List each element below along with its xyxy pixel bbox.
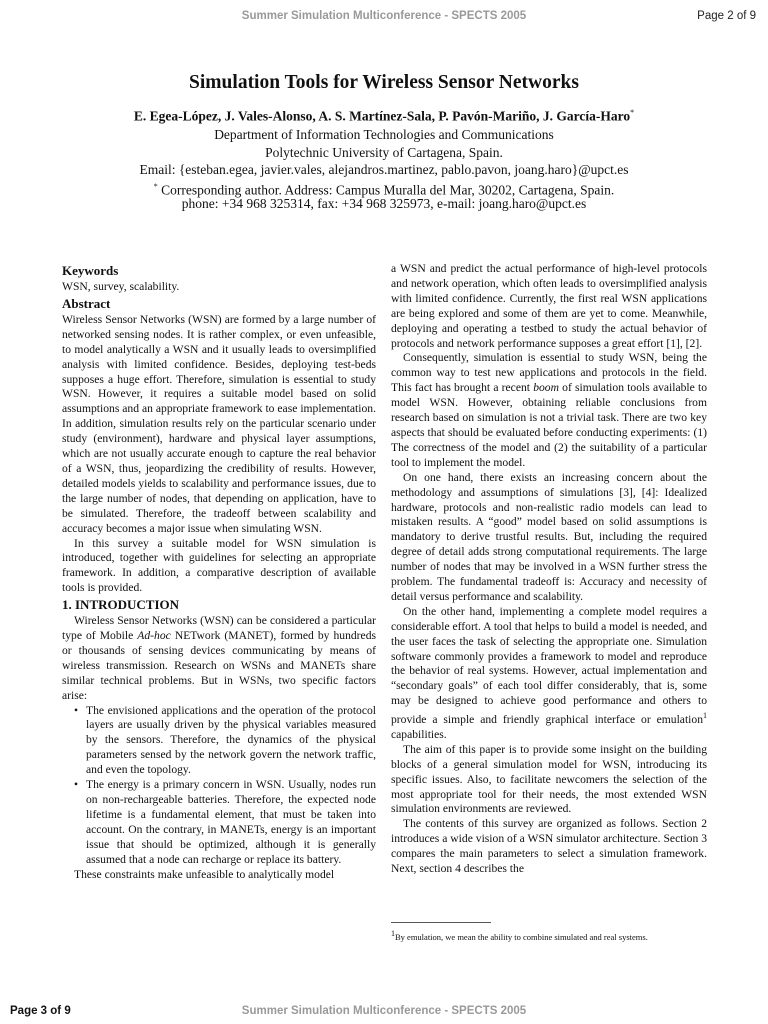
intro-p1-text-a: Wireless Sensor Networks (WSN) can be considered a particular type of Mobile (62, 614, 376, 643)
footnote-rule (391, 922, 491, 923)
right-column (391, 262, 707, 877)
abstract-paragraph-1: Wireless Sensor Networks (WSN) are formed by a large number of networked sensing nodes. It is rather complex, or even unfeasible, to model analytically a WSN and it usually leads to oversimplified analysis with limited confidence. Besides, deploying test-beds supposes a huge effort. Therefore, simulation is essential to study WSN. However, it requires a suitable model based on solid assumptions and an appropriate framework to ease implementation. In addition, simulation results rely on the particular scenario under study (environment), hardware and physical layer assumptions, which are not usually accurate enough to capture the real behavior of a WSN, thus, jeopardizing the credibility of results. However, detailed models yields to scalability and performance issues, due to the large number of nodes, that depending on application, have to be simulated. Therefore, the tradeoff between scalability and accuracy becomes a major issue when simulating WSN. (62, 312, 376, 535)
affiliation-line-1: Department of Information Technologies and Communications (214, 127, 554, 142)
authors-text: E. Egea-López, J. Vales-Alonso, A. S. Martínez-Sala, P. Pavón-Mariño, J. García-Haro (133, 108, 631, 124)
right-paragraph-5: The contents of this survey are organized as follows. Section 2 introduces a wide vision of a WSN simulator architecture. Section 3 compares the main parameters to select a simulation framework. Next, section 4 describes the (391, 817, 707, 876)
left-column (62, 262, 376, 882)
affiliation-line-2: Polytechnic University of Cartagena, Spain. (265, 145, 503, 160)
author-list (0, 108, 768, 125)
right-p1-text-b: of simulation tools available to model WSN. However, obtaining reliable conclusions from research based on simulation is not a trivial task. There are two key aspects that should be evaluated before conducting experiments: (1) The correctness of the model and (2) the suitability of a particular tool to implement the model. (391, 381, 708, 469)
footnote (391, 928, 707, 943)
right-p1-italic: boom (533, 381, 559, 395)
right-p3-text-a: On the other hand, implementing a complete model requires a considerable effort. A tool that helps to build a model is needed, and the user faces the task of selecting the appropriate one. Simulation software commonly provides a framework to model and reproduce the behavior of real systems. However, actual implementation and “secondary goals” of each tool differ considerably, that is, some may be designed to achieve good performance and others to provide a simple and friendly graphical interface or emulation (391, 604, 707, 727)
page-number-top: Page 2 of 9 (697, 10, 756, 22)
footnote-mark: 1 (391, 929, 395, 938)
right-p3-text-b: capabilities. (391, 727, 447, 741)
corresponding-text: Corresponding author. Address: Campus Muralla del Mar, 30202, Cartagena, Spain. (161, 182, 615, 198)
paper-title: Simulation Tools for Wireless Sensor Networks (189, 72, 579, 93)
page-number-bottom: Page 3 of 9 (10, 1005, 71, 1017)
abstract-paragraph-2: In this survey a suitable model for WSN simulation is introduced, together with guidelines for selecting an appropriate framework. In addition, a comparative description of available tools is provided. (62, 536, 376, 595)
right-paragraph-3 (391, 605, 707, 743)
intro-p1-text-b: NETwork (MANET), formed by hundreds or thousands of sensing devices communicating by means of wireless transmission. Research on WSNs and MANETs share similar technical problems. But in WSNs, two specific factors arise: (62, 629, 376, 702)
right-paragraph-1 (391, 351, 707, 470)
right-paragraph-0: a WSN and predict the actual performance of high-level protocols and network operation, which often leads to oversimplified analysis with limited confidence. Currently, the first real WSN applications are being explored and some of them are yet to come. Meanwhile, deploying and operating a testbed to study the actual behavior of protocols and network performance supposes a great effort [1], [2]. (391, 262, 707, 350)
right-p1-text-a: Consequently, simulation is essential to study WSN, being the common way to test new applications and protocols in the field. This fact has brought a recent (391, 351, 707, 395)
corresponding-mark: * (630, 108, 635, 117)
email-line: Email: {esteban.egea, javier.vales, alejandros.martinez, pablo.pavon, joang.haro}@upct.es (139, 162, 629, 177)
intro-paragraph-1 (62, 614, 376, 703)
bullet-item: • The energy is a primary concern in WSN. Usually, nodes run on non-rechargeable batteries. Therefore, the expected node lifetime is a fundamental element, that must be taken into account. On the contrary, in MANETs, energy is an important issue that should be optimized, although it is generally assumed that a node can recharge or replace its battery. (86, 778, 376, 867)
introduction-heading: 1. INTRODUCTION (62, 597, 180, 613)
bullet-item: • The envisioned applications and the operation of the protocol layers are usually driven by the physical variables measured by the sensors. Therefore, the dynamics of the physical parameters sensed by the network govern the network traffic, and even the topology. (86, 704, 376, 779)
running-header-conference: Summer Simulation Multiconference - SPECTS 2005 (241, 10, 527, 22)
footnote-ref: 1 (703, 711, 707, 721)
right-paragraph-2: On one hand, there exists an increasing concern about the methodology and assumptions of simulations [3], [4]: Idealized hardware, protocols and non-realistic radio models can lead to mistaken results. A “good” model based on solid assumptions is mandatory to derive trustful results. But, including the required degree of detail adds strong computational requirements. The large number of nodes that may be involved in a WSN further stress the problem. The fundamental tradeoff is: Accuracy and necessity of detail versus performance and scalability. (391, 470, 707, 603)
corresponding-mark-2: * (153, 182, 158, 191)
keywords-text: WSN, survey, scalability. (62, 280, 180, 293)
right-paragraph-4: The aim of this paper is to provide some insight on the building blocks of a general simulation model for WSN, introducing its specific issues. Also, to facilitate newcomers the selection of the most appropriate tool for their needs, the most extended WSN simulation environments are reviewed. (391, 742, 707, 816)
keywords-heading: Keywords (62, 263, 119, 278)
abstract-heading: Abstract (62, 295, 111, 311)
intro-paragraph-2: These constraints make unfeasible to analytically model (74, 867, 335, 881)
intro-bullet-list (62, 704, 376, 868)
intro-p1-italic: Ad-hoc (137, 629, 171, 643)
running-footer-conference: Summer Simulation Multiconference - SPECTS 2005 (241, 1005, 527, 1017)
footnote-text: By emulation, we mean the ability to combine simulated and real systems. (395, 931, 648, 942)
phone-line: phone: +34 968 325314, fax: +34 968 325973, e-mail: joang.haro@upct.es (181, 196, 587, 211)
